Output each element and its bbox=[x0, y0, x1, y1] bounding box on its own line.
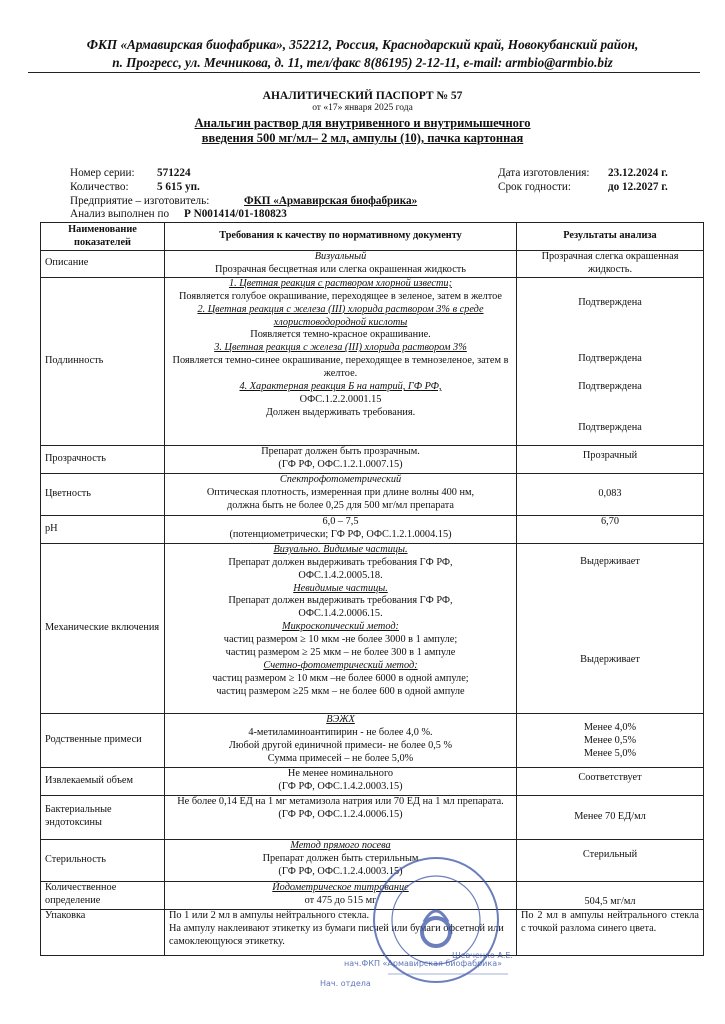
requirement-text: ОФС.1.4.2.0006.15. bbox=[298, 608, 383, 620]
result-value: Выдерживает bbox=[580, 653, 640, 665]
requirement-text: Появляется темно-красное окрашивание. bbox=[250, 329, 431, 341]
stamp-signature-title: нач.ФКП «Армавирская биофабрика» bbox=[344, 959, 502, 968]
expiry-value: до 12.2027 г. bbox=[608, 181, 668, 193]
requirement-text: должна быть не более 0,25 для 500 мг/мл препарата bbox=[227, 499, 454, 511]
analysis-table bbox=[40, 222, 704, 956]
row-name: Извлекаемый объем bbox=[41, 767, 165, 795]
method-label: 3. Цветная реакция с железа (III) хлорида раствором 3% bbox=[214, 342, 467, 354]
manufacturer-label: Предприятие – изготовитель: bbox=[70, 195, 210, 207]
result-value: Подтверждена bbox=[578, 296, 642, 308]
header-line-1: ФКП «Армавирская биофабрика», 352212, Россия, Краснодарский край, Новокубанский район, bbox=[86, 37, 639, 52]
manufacturer-value: ФКП «Армавирская биофабрика» bbox=[244, 195, 418, 207]
row-name: Описание bbox=[41, 251, 165, 278]
result-value: Выдерживает bbox=[580, 555, 640, 567]
row-name: Механические включения bbox=[41, 543, 165, 713]
stamp-dept: Нач. отдела bbox=[320, 979, 371, 988]
result-value: Менее 5,0% bbox=[583, 747, 637, 759]
expiry-label: Срок годности: bbox=[498, 181, 571, 193]
requirement-text: (ГФ РФ, ОФС.1.4.2.0003.15) bbox=[278, 780, 403, 792]
result-value: Менее 4,0% bbox=[583, 721, 637, 733]
row-name: Цветность bbox=[41, 473, 165, 515]
analysis-label: Анализ выполнен по bbox=[70, 208, 170, 220]
table-row bbox=[41, 795, 704, 839]
col-header-results: Результаты анализа bbox=[517, 223, 704, 251]
table-row bbox=[41, 515, 704, 543]
requirement-text: (ГФ РФ, ОФС.1.2.1.0007.15) bbox=[278, 458, 403, 470]
result-value: Прозрачный bbox=[517, 445, 704, 473]
made-value: 23.12.2024 г. bbox=[608, 167, 668, 179]
analysis-value: Р N001414/01-180823 bbox=[184, 208, 287, 220]
product-name-line-1: Анальгин раствор для внутривенного и внутримышечного bbox=[194, 116, 531, 130]
result-value: 6,70 bbox=[517, 515, 704, 543]
requirement-text: ОФС.1.4.2.0005.18. bbox=[298, 569, 383, 581]
method-label: Визуально. Видимые частицы. bbox=[273, 543, 408, 555]
row-name: pH bbox=[41, 515, 165, 543]
table-row bbox=[41, 445, 704, 473]
row-name: Бактериальные эндотоксины bbox=[41, 795, 165, 839]
table-header-row bbox=[41, 223, 704, 251]
requirement-text: 4-метиламиноантипирин - не более 4,0 %. bbox=[248, 726, 433, 738]
passport-date: от «17» января 2025 года bbox=[312, 103, 413, 113]
requirement-text: (потенциометрически; ГФ РФ, ОФС.1.2.1.0004.15) bbox=[229, 528, 452, 540]
requirement-text: (ГФ РФ, ОФС.1.2.4.0006.15) bbox=[278, 808, 403, 820]
requirement-text: Любой другой единичной примеси- не более 0,5 % bbox=[228, 739, 453, 751]
requirement-text: Препарат должен быть стерильным bbox=[262, 852, 419, 864]
requirement-text: частиц размером ≥ 25 мкм – не более 300 в 1 ампуле bbox=[225, 647, 456, 659]
method-label: Визуальный bbox=[314, 251, 367, 262]
table-row bbox=[41, 473, 704, 515]
row-name: Количественное определение bbox=[41, 881, 165, 909]
result-value: По 2 мл в ампулы нейтрального стекла с точкой разлома синего цвета. bbox=[517, 909, 704, 955]
made-label: Дата изготовления: bbox=[498, 167, 590, 179]
stamp-signature-name: Шевченко А.Е. bbox=[452, 951, 513, 960]
passport-title: АНАЛИТИЧЕСКИЙ ПАСПОРТ № 57 bbox=[262, 90, 463, 102]
row-name: Стерильность bbox=[41, 839, 165, 881]
row-name: Прозрачность bbox=[41, 445, 165, 473]
table-row bbox=[41, 251, 704, 278]
result-value: Соответствует bbox=[517, 767, 704, 795]
requirement-text: Прозрачная бесцветная или слегка окрашенная жидкость bbox=[215, 263, 466, 275]
requirement-text: Появляется голубое окрашивание, переходящее в зеленое, затем в желтое bbox=[179, 290, 502, 302]
method-label: 4. Характерная реакция Б на натрий, ГФ РФ, bbox=[239, 381, 442, 393]
result-value: 0,083 bbox=[517, 473, 704, 515]
method-label: ВЭЖХ bbox=[326, 713, 355, 725]
row-name: Подлинность bbox=[41, 277, 165, 445]
result-value: 504,5 мг/мл bbox=[517, 881, 704, 909]
table-row bbox=[41, 277, 704, 445]
result-value: Подтверждена bbox=[578, 352, 642, 364]
requirement-text: Оптическая плотность, измеренная при длине волны 400 нм, bbox=[206, 486, 475, 498]
requirement-text: Препарат должен быть прозрачным. bbox=[261, 445, 420, 457]
qty-value: 5 615 уп. bbox=[157, 181, 200, 193]
requirement-text: 6,0 – 7,5 bbox=[322, 515, 359, 527]
qty-label: Количество: bbox=[70, 181, 129, 193]
requirement-text: (ГФ РФ, ОФС.1.2.4.0003.15) bbox=[278, 865, 403, 877]
method-label: Микроскопический метод: bbox=[282, 621, 399, 633]
requirement-text: Препарат должен выдерживать требования ГФ РФ, bbox=[228, 595, 453, 607]
product-name-line-2: введения 500 мг/мл– 2 мл, ампулы (10), пачка картонная bbox=[201, 131, 524, 145]
result-value: Прозрачная слегка окрашенная жидкость. bbox=[517, 251, 704, 278]
col-header-name: Наименование показателей bbox=[41, 223, 165, 251]
table-row bbox=[41, 767, 704, 795]
method-label: 2. Цветная реакция с железа (III) хлорида раствором 3% в среде хлористоводородной кислоты bbox=[197, 303, 484, 328]
header-line-2: п. Прогресс, ул. Мечникова, д. 11, тел/факс 8(86195) 2-12-11, e-mail: armbio@armbio.biz bbox=[112, 55, 613, 70]
row-name: Родственные примеси bbox=[41, 713, 165, 767]
result-value: Менее 70 ЕД/мл bbox=[517, 795, 704, 839]
requirement-text: Препарат должен выдерживать требования ГФ РФ, bbox=[228, 556, 453, 568]
table-row bbox=[41, 543, 704, 713]
requirement-text: Появляется темно-синее окрашивание, переходящее в темнозеленое, затем в желтое. bbox=[172, 355, 509, 380]
requirement-text: Должен выдерживать требования. bbox=[265, 406, 416, 418]
result-value: Подтверждена bbox=[578, 380, 642, 392]
method-label: 1. Цветная реакция с раствором хлорной извести; bbox=[229, 277, 452, 289]
row-name: Упаковка bbox=[41, 909, 165, 955]
result-value: Подтверждена bbox=[578, 421, 642, 433]
requirement-text: частиц размером ≥ 10 мкм –не более 6000 в одной ампуле; bbox=[212, 672, 469, 684]
requirement-text: Не менее номинального bbox=[287, 767, 394, 779]
col-header-requirements: Требования к качеству по нормативному документу bbox=[165, 223, 517, 251]
table-row bbox=[41, 713, 704, 767]
method-label: Йодометрическое титрование bbox=[272, 881, 409, 893]
method-label: Невидимые частицы. bbox=[293, 582, 388, 594]
requirement-text: По 1 или 2 мл в ампулы нейтрального стекла. bbox=[169, 909, 370, 921]
requirement-text: от 475 до 515 мг bbox=[304, 894, 377, 906]
requirement-text: Не более 0,14 ЕД на 1 мг метамизола натрия или 70 ЕД на 1 мл препарата. bbox=[177, 795, 504, 807]
method-label: Счетно-фотометрический метод: bbox=[263, 659, 418, 671]
method-label: Метод прямого посева bbox=[290, 839, 391, 851]
requirement-text: На ампулу наклеивают этикетку из бумаги писчей или бумаги офсетной или самоклеющуюся этикетку. bbox=[169, 922, 504, 947]
series-value: 571224 bbox=[157, 167, 191, 179]
result-value: Стерильный bbox=[517, 839, 704, 881]
header-divider bbox=[28, 72, 700, 73]
requirement-text: частиц размером ≥25 мкм – не более 600 в одной ампуле bbox=[216, 685, 465, 697]
result-value: Менее 0,5% bbox=[583, 734, 637, 746]
requirement-text: Сумма примесей – не более 5,0% bbox=[267, 752, 414, 764]
requirement-text: частиц размером ≥ 10 мкм -не более 3000 в 1 ампуле; bbox=[223, 634, 458, 646]
requirement-text: ОФС.1.2.2.0001.15 bbox=[299, 393, 382, 405]
series-label: Номер серии: bbox=[70, 167, 135, 179]
method-label: Спектрофотометрический bbox=[279, 473, 402, 485]
